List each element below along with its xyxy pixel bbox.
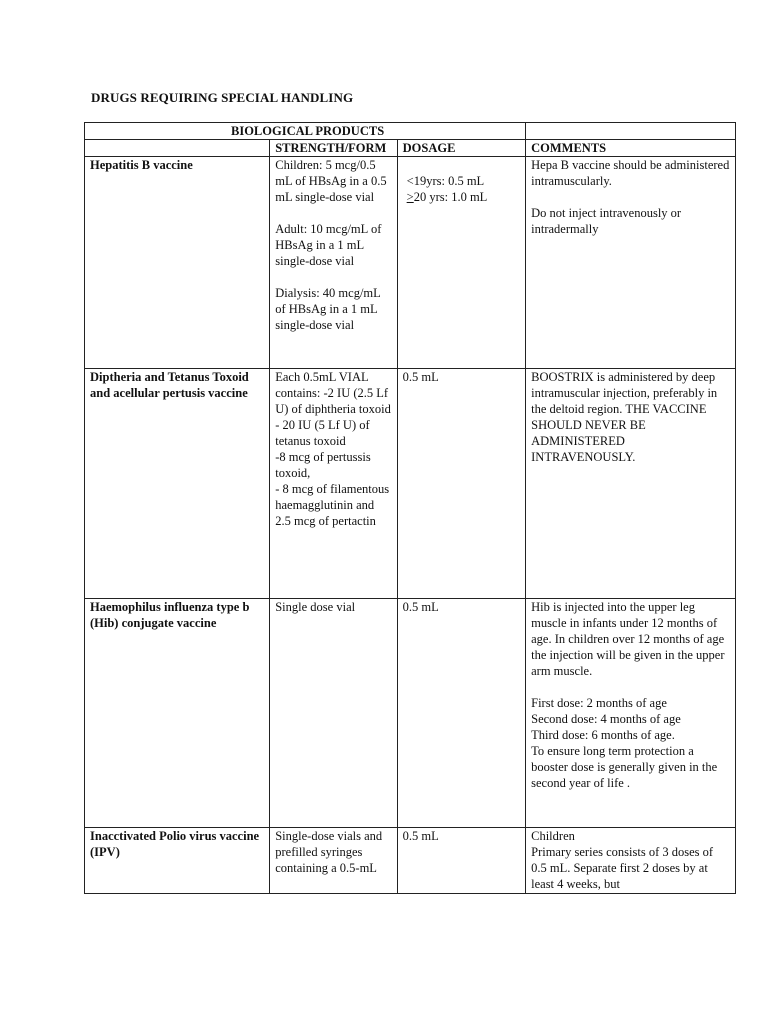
comments-cell: BOOSTRIX is administered by deep intramuscular injection, preferably in the deltoid region. THE VACCINE SHOULD NEVER BE ADMINISTERED INTRAVENOUSLY. (526, 369, 736, 599)
strength-cell (270, 369, 397, 599)
comments-paragraph: Do not inject intravenously or intradermally (531, 206, 682, 236)
strength-line: - 8 mcg of filamentous haemagglutinin and 2.5 mcg of pertactin (275, 482, 390, 528)
dosage-line: <19yrs: 0.5 mL (406, 174, 485, 188)
dosage-cell (397, 157, 525, 369)
strength-line: Each 0.5mL VIAL contains: -2 IU (2.5 Lf U) of diphtheria toxoid (275, 370, 391, 416)
dosage-cell: 0.5 mL (397, 369, 525, 599)
comments-paragraph: Hepa B vaccine should be administered intramuscularly. (531, 158, 730, 188)
strength-paragraph: Children: 5 mcg/0.5 mL of HBsAg in a 0.5 mL single-dose vial (275, 158, 387, 204)
comments-line: Children (531, 829, 575, 843)
dosage-line-text: 20 yrs: 1.0 mL (413, 190, 488, 204)
column-header-row (85, 140, 736, 157)
strength-line: - 20 IU (5 Lf U) of tetanus toxoid (275, 418, 370, 448)
strength-cell (270, 157, 397, 369)
drug-name-cell: Diptheria and Tetanus Toxoid and acellular pertusis vaccine (85, 369, 270, 599)
header-name-cell (85, 140, 270, 157)
comments-line: Primary series consists of 3 doses of 0.5 mL. Separate first 2 doses by at least 4 weeks, but (531, 845, 714, 891)
drug-name-cell: Hepatitis B vaccine (85, 157, 270, 369)
header-strength: STRENGTH/FORM (270, 140, 397, 157)
comments-line: To ensure long term protection a booster dose is generally given in the second year of life . (531, 744, 718, 790)
table-row (85, 828, 736, 894)
header-comments: COMMENTS (526, 140, 736, 157)
group-header-empty-cell (526, 123, 736, 140)
comments-line: First dose: 2 months of age (531, 696, 667, 710)
dosage-cell: 0.5 mL (397, 599, 525, 828)
strength-line: -8 mcg of pertussis toxoid, (275, 450, 371, 480)
biological-products-table (84, 122, 736, 894)
strength-cell: Single dose vial (270, 599, 397, 828)
comments-line: Third dose: 6 months of age. (531, 728, 675, 742)
dosage-cell: 0.5 mL (397, 828, 525, 894)
strength-paragraph: Dialysis: 40 mcg/mL of HBsAg in a 1 mL single-dose vial (275, 286, 381, 332)
dosage-line (403, 189, 520, 205)
comments-cell (526, 599, 736, 828)
table-row (85, 369, 736, 599)
drug-name-cell: Haemophilus influenza type b (Hib) conjugate vaccine (85, 599, 270, 828)
header-dosage: DOSAGE (397, 140, 525, 157)
table-row (85, 157, 736, 369)
group-header-row (85, 123, 736, 140)
comments-paragraph: Hib is injected into the upper leg muscle in infants under 12 months of age. In children over 12 months of age the injection will be given in the upper arm muscle. (531, 600, 725, 678)
comments-cell (526, 828, 736, 894)
greater-equal-symbol: > (406, 190, 414, 204)
document-title: DRUGS REQUIRING SPECIAL HANDLING (91, 90, 354, 105)
drug-name-cell: Inacctivated Polio virus vaccine (IPV) (85, 828, 270, 894)
strength-cell: Single-dose vials and prefilled syringes containing a 0.5-mL (270, 828, 397, 894)
strength-paragraph: Adult: 10 mcg/mL of HBsAg in a 1 mL single-dose vial (275, 222, 382, 268)
comments-cell (526, 157, 736, 369)
comments-line: Second dose: 4 months of age (531, 712, 681, 726)
group-header-cell: BIOLOGICAL PRODUCTS (85, 123, 526, 140)
table-row (85, 599, 736, 828)
